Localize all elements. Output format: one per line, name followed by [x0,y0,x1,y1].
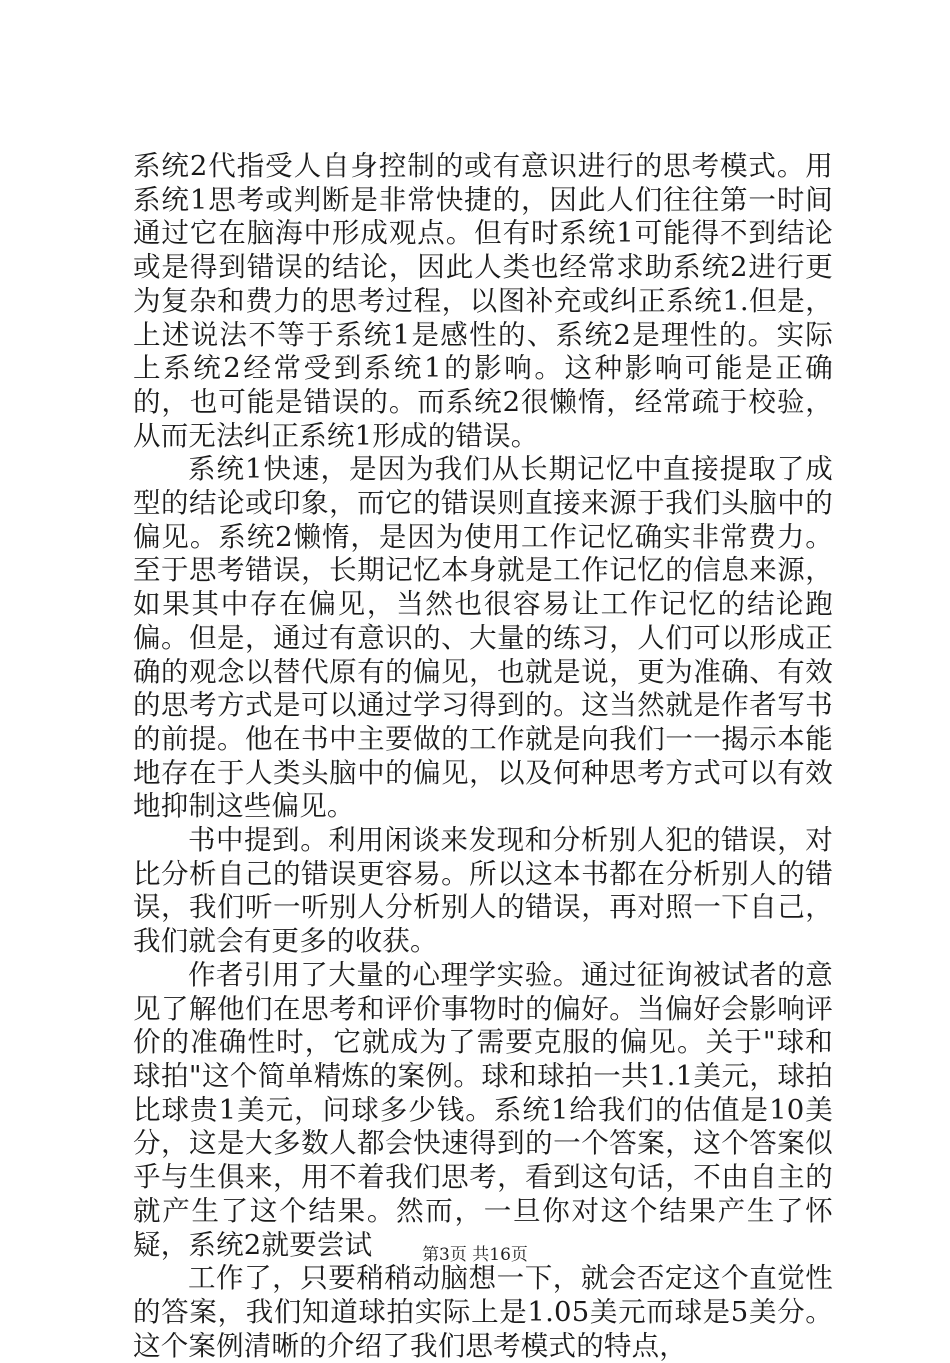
paragraph-3: 书中提到。利用闲谈来发现和分析别人犯的错误，对比分析自己的错误更容易。所以这本书都在分析别人的错误，我们听一听别人分析别人的错误，再对照一下自己，我们就会有更多的收获。 [133,824,833,958]
document-body [133,150,833,1363]
page-number-footer: 第3页 共16页 [422,1245,528,1265]
paragraph-4: 作者引用了大量的心理学实验。通过征询被试者的意见了解他们在思考和评价事物时的偏好。当偏好会影响评价的准确性时，它就成为了需要克服的偏见。关于"球和球拍"这个简单精炼的案例。球和球拍一共1.1美元，球拍比球贵1美元，问球多少钱。系统1给我们的估值是10美分，这是大多数人都会快速得到的一个答案，这个答案似乎与生俱来，用不着我们思考，看到这句话，不由自主的就产生了这个结果。然而，一旦你对这个结果产生了怀疑，系统2就要尝试 [133,958,833,1261]
paragraph-2: 系统1快速，是因为我们从长期记忆中直接提取了成型的结论或印象，而它的错误则直接来源于我们头脑中的偏见。系统2懒惰，是因为使用工作记忆确实非常费力。至于思考错误，长期记忆本身就是工作记忆的信息来源，如果其中存在偏见，当然也很容易让工作记忆的结论跑偏。但是，通过有意识的、大量的练习，人们可以形成正确的观念以替代原有的偏见，也就是说，更为准确、有效的思考方式是可以通过学习得到的。这当然就是作者写书的前提。他在书中主要做的工作就是向我们一一揭示本能地存在于人类头脑中的偏见，以及何种思考方式可以有效地抑制这些偏见。 [133,453,833,823]
paragraph-1: 系统2代指受人自身控制的或有意识进行的思考模式。用系统1思考或判断是非常快捷的，因此人们往往第一时间通过它在脑海中形成观点。但有时系统1可能得不到结论或是得到错误的结论，因此人类也经常求助系统2进行更为复杂和费力的思考过程，以图补充或纠正系统1.但是，上述说法不等于系统1是感性的、系统2是理性的。实际上系统2经常受到系统1的影响。这种影响可能是正确的，也可能是错误的。而系统2很懒惰，经常疏于校验，从而无法纠正系统1形成的错误。 [133,150,833,452]
paragraph-5: 工作了，只要稍稍动脑想一下，就会否定这个直觉性的答案，我们知道球拍实际上是1.05美元而球是5美分。这个案例清晰的介绍了我们思考模式的特点， [133,1262,833,1362]
